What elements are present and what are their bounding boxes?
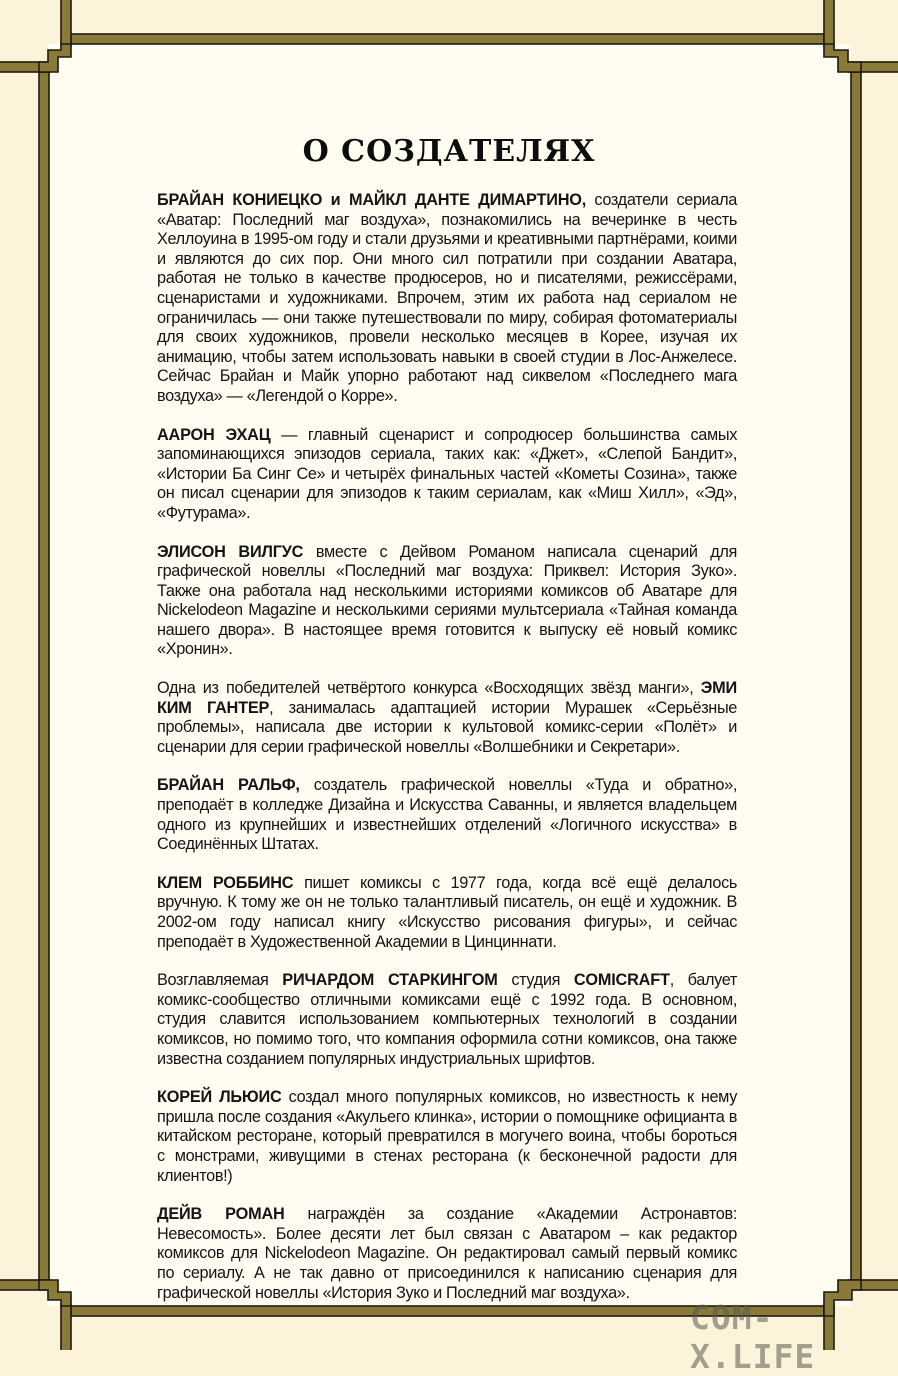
creator-bio: , занималась адаптацией истории Мурашек «Серьёзные проблемы», написала две истории к культовой комикс-серии «Полёт» и сценарии для серии графической новеллы «Волшебники и Секретари». [157,698,738,756]
creator-bio: создатель графической новеллы «Туда и обратно», преподаёт в колледже Дизайна и Искусства Саванны, и является владельцем одного из крупнейших и известнейших отделений «Логичного искусства» в Соединённых Штатах. [157,776,737,854]
creator-bio: создатели сериала «Аватар: Последний маг воздуха», познакомились на вечеринке в честь Хеллоуина в 1995-ом году и стали друзьями и креативными партнёрами, коими и являются до сих пор. Они много сил потратили при создании Аватара, работая не только в качестве продюсеров, но и писателями, режиссёрами, сценаристами и художниками. Впрочем, этим их работа над сериалом не ограничилась — они также путешествовали по миру, собирая фотоматериалы для своих художников, провели несколько месяцев в Корее, изучая их анимацию, чтобы затем использовать навыки в своей студии в Лос-Анжелесе. Сейчас Брайан и Майк упорно работают над сиквелом «Последнего мага воздуха» — «Легендой о Корре». [157,191,737,405]
creator-bio: пишет комиксы с 1977 года, когда всё ещё делалось вручную. К тому же он не только талантливый писатель, он ещё и художник. В 2002-ом году написал книгу «Искусство рисования фигуры», и сейчас преподаёт в Художественной Академии в Цинциннати. [157,873,738,951]
creator-bio: вместе с Дейвом Романом написала сценарий для графической новеллы «Последний маг воздуха: Приквел: История Зуко». Также она работала над несколькими историями комиксов об Аватаре для Nickelodeon Magazine и несколькими сериями мультсериала «Тайная команда нашего двора». В настоящее время готовится к выпуску её новый комикс «Хронин». [157,542,737,659]
creator-name: ЭМИ КИМ ГАНТЕР [157,679,737,717]
creator-bio: , балует комикс-сообщество отличными комиксами ещё с 1992 года. В основном, студия славится использованием компьютерных технологий в создании комиксов, но помимо того, что компания оформила сотни комиксов, она также известна созданием популярных индустриальных шрифтов. [157,971,737,1068]
creator-name: ААРОН ЭХАЦ [157,425,271,444]
creator-paragraph [157,971,737,1069]
paragraph-lead: Одна из победителей четвёртого конкурса «Восходящих звёзд манги», [157,679,701,698]
creator-paragraph [157,776,737,854]
creator-name: КОРЕЙ ЛЬЮИС [157,1088,282,1107]
creator-paragraph [157,1205,737,1303]
creator-paragraph [157,1088,737,1186]
creator-name: ДЕЙВ РОМАН [157,1205,285,1224]
creator-paragraph [157,543,737,661]
creator-bio: — главный сценарист и сопродюсер большинства самых запоминающихся эпизодов сериала, таких как: «Джет», «Слепой Бандит», «Истории Ба Синг Се» и четырёх финальных частей «Кометы Созина», также он писал сценарии для эпизодов к таким сериалам, как «Миш Хилл», «Эд», «Футурама». [157,425,737,522]
creator-name: БРАЙАН РАЛЬФ, [157,776,300,795]
creator-paragraph [157,679,737,757]
creator-name: БРАЙАН КОНИЕЦКО и МАЙКЛ ДАНТЕ ДИМАРТИНО, [157,191,587,209]
creator-bio: создал много популярных комиксов, но известность к нему пришла после создания «Акульего клинка», истории о помощнике официанта в китайском ресторане, который превратился в могучего воина, чтобы бороться с монстрами, живущими в стенах ресторана (к бесконечной радости для клиентов!) [157,1088,737,1185]
creator-paragraph [157,191,737,407]
creator-name: РИЧАРДОМ СТАРКИНГОМ [282,971,498,990]
studio-name: COMICRAFT [573,971,670,990]
creators-text [157,191,737,1322]
creator-paragraph [157,426,737,524]
creator-name: КЛЕМ РОББИНС [157,873,294,892]
creator-paragraph [157,874,737,952]
creator-name: ЭЛИСОН ВИЛГУС [157,542,304,561]
watermark: COM-X.LIFE [690,1298,816,1376]
paragraph-mid: студия [497,971,574,990]
creator-bio: награждён за создание «Академии Астронавтов: Невесомость». Более десяти лет был связан с Аватаром – как редактор комиксов для Nickelodeon Magazine. Он редактировал самый первый комикс по сериалу. А не так давно от присоединился к написанию сценария для графической новеллы «История Зуко и Последний маг воздуха». [157,1205,737,1302]
page-title: О СОЗДАТЕЛЯХ [302,134,596,169]
paragraph-lead: Возглавляемая [157,971,283,990]
